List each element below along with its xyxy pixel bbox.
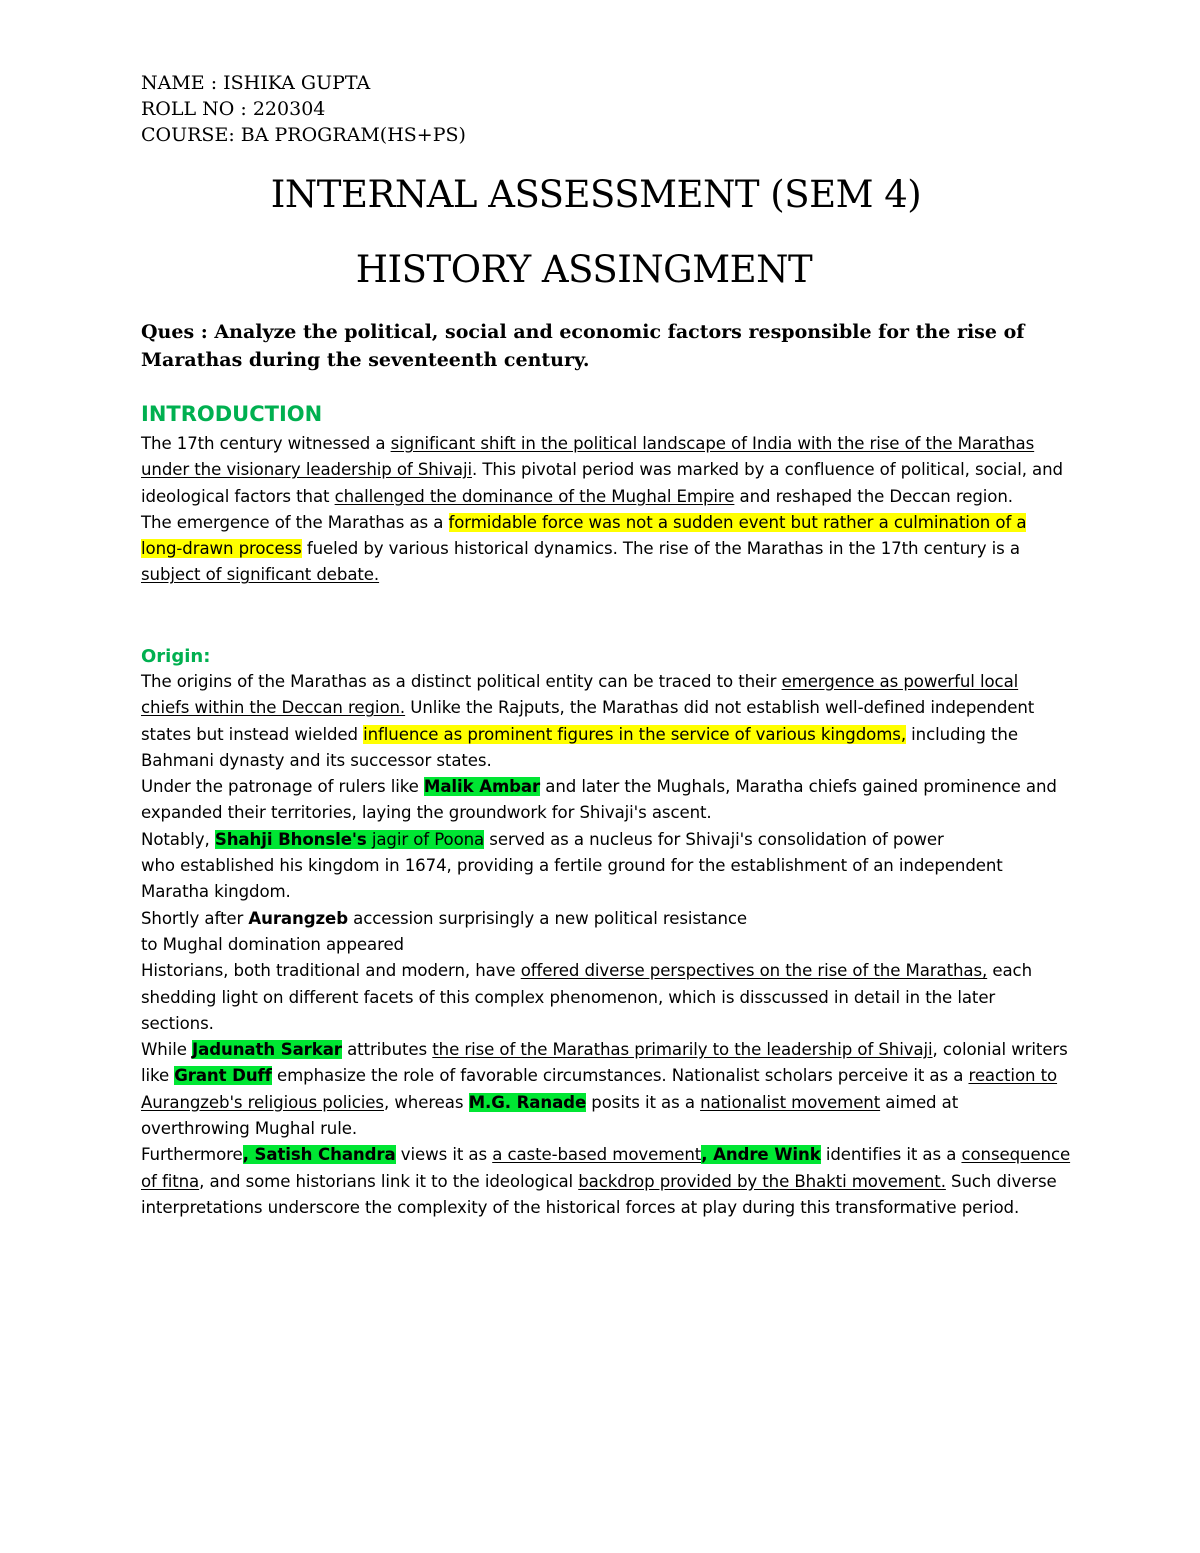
text-run: and reshaped the Deccan region. (734, 486, 1013, 506)
text-run: and later the Mughals, Maratha chiefs gained prominence and expanded their territories, laying the groundwork for Shivaji's ascent. (141, 777, 1057, 823)
text-run: The 17th century witnessed a (141, 434, 391, 453)
text-run: , and some historians link it to the ideological (199, 1171, 579, 1191)
text-run: Under the patronage of rulers like (141, 777, 424, 797)
paragraph (141, 431, 1071, 510)
paragraph (141, 510, 1071, 589)
text-run: fueled by various historical dynamics. The rise of the Marathas in the 17th century is a (301, 539, 1020, 559)
underlined-text: consequence of fitna (141, 1145, 1071, 1191)
text-run: identifies it as a (820, 1145, 962, 1165)
text-run: aimed at overthrowing Mughal rule. (141, 1092, 959, 1139)
text-run: Unlike the Rajputs, the Marathas did not establish well-defined independent states but instead wielded (141, 698, 1035, 744)
student-header (141, 70, 466, 148)
paragraph (141, 1142, 1071, 1221)
paragraph (141, 827, 1071, 853)
paragraph (141, 958, 1071, 1037)
yellow-highlight: formidable force was not a sudden event but rather a culmination of a long-drawn process (141, 512, 1027, 559)
underlined-text: significant shift in the political landscape of India with the rise of the Marathas under the visionary leadership of Shivaji (141, 434, 1035, 480)
text-run: The emergence of the Marathas as a (141, 512, 449, 532)
green-highlight-name: Shahji Bhonsle's (214, 829, 367, 849)
underlined-text: backdrop provided by the Bhakti movement. (578, 1171, 946, 1191)
text-run: attributes (341, 1040, 433, 1060)
introduction-heading: INTRODUCTION (141, 402, 323, 426)
text-run: The origins of the Marathas as a distinct political entity can be traced to their (141, 672, 782, 691)
question-text: Ques : Analyze the political, social and economic factors responsible for the rise of Marathas during the seventeenth century. (141, 321, 1025, 371)
underlined-text: challenged the dominance of the Mughal Empire (334, 486, 735, 506)
text-run: posits it as a (586, 1092, 701, 1112)
document-subtitle: HISTORY ASSINGMENT (355, 248, 813, 291)
bold-name: Aurangzeb (248, 908, 348, 928)
text-run: , whereas (383, 1092, 469, 1112)
underlined-text: offered diverse perspectives on the rise of the Marathas, (520, 961, 988, 981)
underlined-text: a caste-based movement (492, 1145, 702, 1165)
text-run: Such diverse interpretations underscore the complexity of the historical forces at play during this transformative period. (141, 1171, 1057, 1217)
text-run: Furthermore (141, 1145, 243, 1165)
roll-number: ROLL NO : 220304 (141, 98, 326, 120)
text-run: Notably, (141, 829, 215, 849)
paragraph (141, 1037, 1071, 1142)
paragraph (141, 669, 1071, 774)
student-name: NAME : ISHIKA GUPTA (141, 72, 371, 94)
green-highlight-name: M.G. Ranade (468, 1092, 587, 1112)
origin-heading: Origin: (141, 646, 211, 667)
green-highlight-name: Malik Ambar (423, 777, 541, 797)
text-run: including the Bahmani dynasty and its successor states. (141, 724, 1018, 770)
underlined-text: subject of significant debate. (141, 565, 380, 585)
text-run: accession surprisingly a new political resistance (348, 908, 748, 928)
text-run: emphasize the role of favorable circumstances. Nationalist scholars perceive it as a (271, 1066, 969, 1086)
course: COURSE: BA PROGRAM(HS+PS) (141, 124, 466, 146)
green-highlight-name: , Andre Wink (701, 1145, 821, 1165)
paragraph: to Mughal domination appeared (141, 934, 404, 954)
text-run: each shedding light on different facets of this complex phenomenon, which is disscussed in detail in the later sections. (141, 961, 1032, 1033)
text-run: , colonial writers like (141, 1040, 1068, 1086)
introduction-body (141, 431, 1071, 589)
green-highlight-name: , Satish Chandra (242, 1145, 396, 1165)
green-highlight-name: Grant Duff (174, 1066, 272, 1086)
text-run: . This pivotal period was marked by a confluence of political, social, and ideological factors that (141, 460, 1063, 506)
paragraph: who established his kingdom in 1674, providing a fertile ground for the establishment of an independent Maratha kingdom. (141, 856, 1003, 902)
underlined-text: the rise of the Marathas primarily to the leadership of Shivaji (432, 1040, 933, 1060)
text-run: views it as (395, 1145, 493, 1165)
paragraph (141, 774, 1071, 827)
underlined-text: reaction to Aurangzeb's religious policies (141, 1066, 1058, 1112)
underlined-text: nationalist movement (700, 1092, 881, 1112)
text-run: Historians, both traditional and modern, have (141, 961, 521, 981)
underlined-text: emergence as powerful local chiefs within the Deccan region. (141, 672, 1019, 718)
origin-body (141, 669, 1071, 1221)
yellow-highlight: influence as prominent figures in the service of various kingdoms, (363, 724, 906, 744)
green-highlight-text: jagir of Poona (366, 829, 485, 849)
paragraph (141, 906, 1071, 932)
text-run: Shortly after (141, 908, 249, 928)
green-highlight-name: Jadunath Sarkar (192, 1040, 342, 1060)
text-run: served as a nucleus for Shivaji's consolidation of power (484, 829, 944, 849)
text-run: While (141, 1040, 193, 1060)
document-title: INTERNAL ASSESSMENT (SEM 4) (270, 173, 922, 216)
